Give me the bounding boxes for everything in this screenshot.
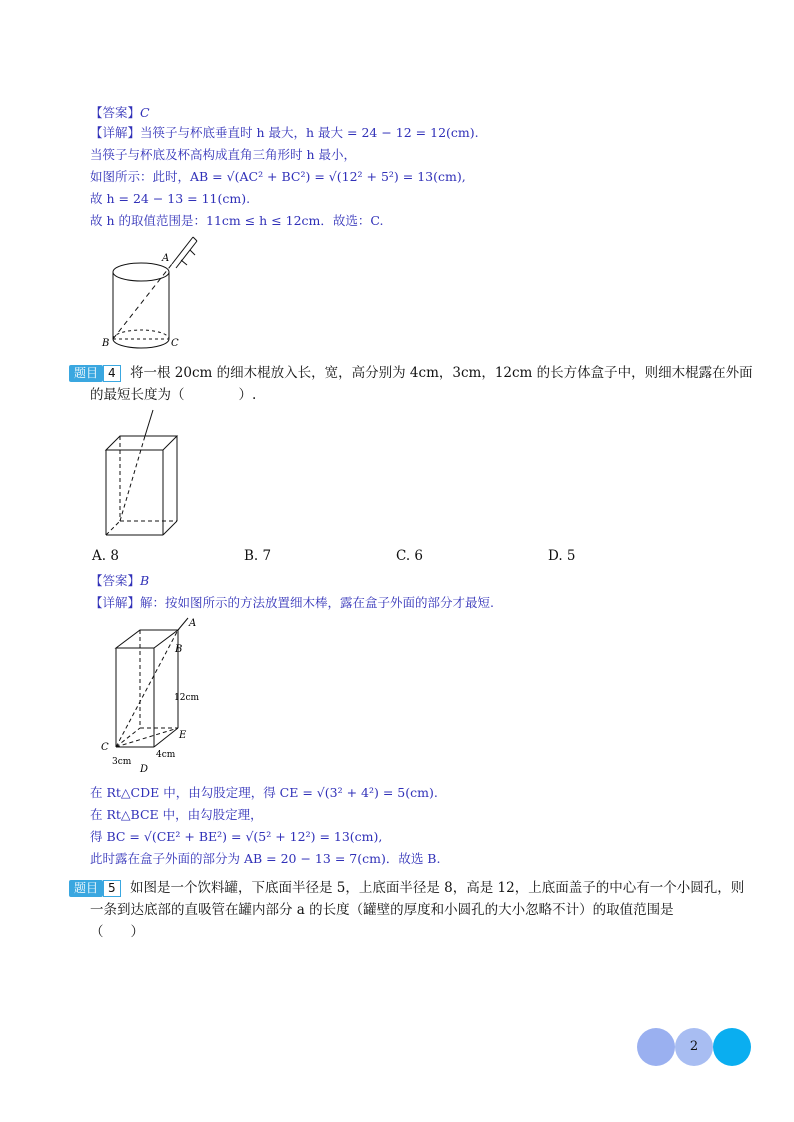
question-4-line-2: 的最短长度为（ ）. bbox=[90, 387, 257, 403]
detail-1-line-4: 故 h = 24 − 13 = 11(cm). bbox=[90, 191, 251, 206]
detail-1-line bbox=[90, 124, 479, 142]
question-5-tag bbox=[69, 880, 121, 897]
detail-2-line-5: 此时露在盒子外面的部分为 AB = 20 − 13 = 7(cm)．故选 B. bbox=[90, 851, 441, 866]
solution-box-figure bbox=[98, 614, 210, 776]
detail-1-line-5: 故 h 的取值范围是：11cm ≤ h ≤ 12cm．故选：C. bbox=[90, 213, 384, 228]
question-4-tag bbox=[69, 365, 121, 382]
page-number: 2 bbox=[689, 1039, 699, 1054]
detail-1-line-3: 如图所示：此时，AB = √(AC² + BC²) = √(12² + 5²) = 13(cm), bbox=[90, 169, 466, 184]
detail-label: 【详解】 bbox=[90, 595, 141, 610]
answer-1-line bbox=[90, 104, 150, 122]
option-b[interactable]: B. 7 bbox=[244, 548, 272, 564]
question-tag-label: 题目 bbox=[69, 880, 103, 897]
box-length-3: 3cm bbox=[112, 757, 132, 767]
box-label-e: E bbox=[179, 730, 187, 741]
question-number: 4 bbox=[103, 365, 121, 382]
option-a[interactable]: A. 8 bbox=[92, 548, 119, 564]
question-5-line-1: 如图是一个饮料罐，下底面半径是 5，上底面半径是 8，高是 12，上底面盖子的中心有一个小圆孔，则 bbox=[130, 880, 745, 896]
detail-text: 解：按如图所示的方法放置细木棒，露在盒子外面的部分才最短. bbox=[140, 595, 494, 610]
cup-figure bbox=[100, 228, 210, 352]
answer-label: 【答案】 bbox=[90, 573, 141, 588]
box-label-c: C bbox=[101, 742, 109, 753]
page-badge-right-circle bbox=[713, 1028, 751, 1066]
box-length-12: 12cm bbox=[174, 693, 200, 703]
box-length-4: 4cm bbox=[156, 750, 176, 760]
answer-label: 【答案】 bbox=[90, 105, 141, 120]
detail-1-line-2: 当筷子与杯底及杯高构成直角三角形时 h 最小， bbox=[90, 147, 356, 162]
answer-value: B bbox=[140, 573, 150, 588]
option-d[interactable]: D. 5 bbox=[548, 548, 576, 564]
answer-2-line bbox=[90, 572, 149, 590]
detail-2-line-2: 在 Rt△CDE 中，由勾股定理，得 CE = √(3² + 4²) = 5(cm). bbox=[90, 785, 438, 800]
option-c[interactable]: C. 6 bbox=[396, 548, 424, 564]
question-number: 5 bbox=[103, 880, 121, 897]
answer-value: C bbox=[140, 105, 150, 120]
cup-label-c: C bbox=[171, 338, 179, 349]
cup-label-a: A bbox=[162, 253, 170, 264]
cup-label-b: B bbox=[102, 338, 110, 349]
box-label-a: A bbox=[189, 618, 197, 629]
box-label-b: B bbox=[175, 644, 183, 655]
question-4-line-1: 将一根 20cm 的细木棍放入长，宽，高分别为 4cm，3cm，12cm 的长方体盒子中，则细木棍露在外面 bbox=[130, 365, 753, 381]
detail-2-line-3: 在 Rt△BCE 中，由勾股定理， bbox=[90, 807, 263, 822]
box-label-d: D bbox=[140, 764, 149, 775]
box-figure bbox=[100, 408, 190, 540]
page-number-badge bbox=[637, 1028, 752, 1066]
question-tag-label: 题目 bbox=[69, 365, 103, 382]
question-5-line-3: （ ） bbox=[90, 924, 144, 940]
detail-2-line-4: 得 BC = √(CE² + BE²) = √(5² + 12²) = 13(cm), bbox=[90, 829, 383, 844]
detail-label: 【详解】 bbox=[90, 125, 141, 140]
page-badge-left-circle bbox=[637, 1028, 675, 1066]
detail-text: 当筷子与杯底垂直时 h 最大，h 最大 = 24 − 12 = 12(cm). bbox=[140, 125, 479, 140]
detail-2-line bbox=[90, 594, 494, 612]
question-5-line-2: 一条到达底部的直吸管在罐内部分 a 的长度（罐壁的厚度和小圆孔的大小忽略不计）的取值范围是 bbox=[90, 902, 674, 918]
